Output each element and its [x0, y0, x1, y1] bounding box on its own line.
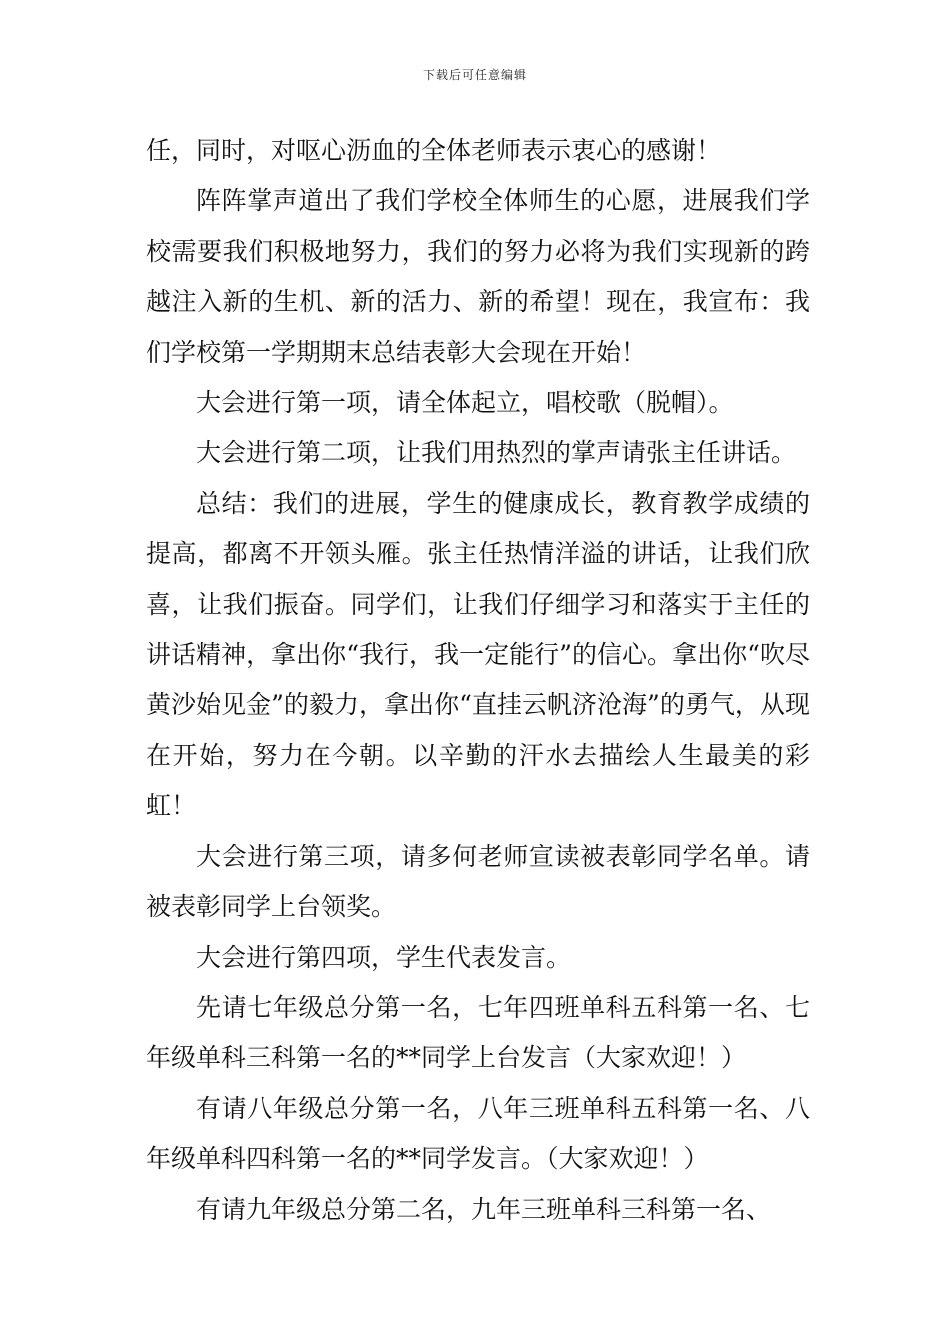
paragraph: 总结：我们的进展，学生的健康成长，教育教学成绩的提高，都离不开领头雁。张主任热情洋溢的讲话，让我们欣喜，让我们振奋。同学们，让我们仔细学习和落实于主任的讲话精神，拿出你“我行，我一定能行”的信心。拿出你“吹尽黄沙始见金”的毅力，拿出你“直挂云帆济沧海”的勇气，从现在开始，努力在今朝。以辛勤的汗水去描绘人生最美的彩虹！ [146, 488, 810, 821]
paragraph: 有请八年级总分第一名，八年三班单科五科第一名、八年级单科四科第一名的**同学发言。（大家欢迎！） [146, 1093, 810, 1174]
paragraph: 大会进行第四项，学生代表发言。 [196, 942, 572, 972]
paragraph: 大会进行第三项，请多何老师宣读被表彰同学名单。请被表彰同学上台领奖。 [146, 841, 810, 922]
paragraph: 大会进行第二项，让我们用热烈的掌声请张主任讲话。 [196, 438, 797, 468]
document-body [146, 126, 810, 1235]
paragraph: 先请七年级总分第一名，七年四班单科五科第一名、七年级单科三科第一名的**同学上台发言（大家欢迎！） [146, 992, 810, 1073]
paragraph: 大会进行第一项，请全体起立，唱校歌（脱帽）。 [196, 388, 734, 418]
paragraph: 任，同时，对呕心沥血的全体老师表示衷心的感谢！ [146, 136, 722, 165]
paragraph: 有请九年级总分第二名，九年三班单科三科第一名、 [196, 1194, 772, 1224]
page-header: 下载后可任意编辑 [422, 68, 527, 82]
paragraph: 阵阵掌声道出了我们学校全体师生的心愿，进展我们学校需要我们积极地努力，我们的努力必将为我们实现新的跨越注入新的生机、新的活力、新的希望！现在，我宣布：我们学校第一学期期末总结表彰大会现在开始！ [146, 186, 810, 367]
